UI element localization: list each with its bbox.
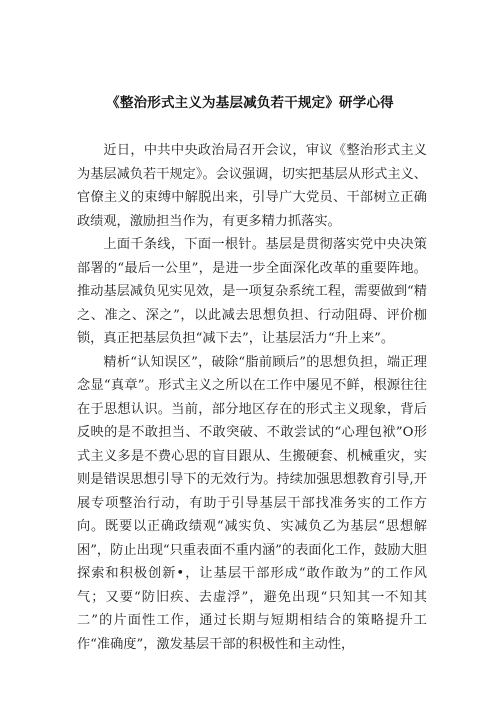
document-title: 《整治形式主义为基层减负若干规定》研学心得 bbox=[106, 95, 394, 111]
document-body bbox=[77, 139, 427, 656]
paragraph-intro: 近日，中共中央政治局召开会议，审议《整治形式主义为基层减负若干规定》。会议强调，切实把基层从形式主义、官僚主义的束缚中解脱出来，引导广大党员、干部树立正确政绩观，激励担当作为，有更多精力抓落实。 bbox=[77, 143, 427, 229]
paragraph-grassroots: 上面千条线，下面一根针。基层是贯彻落实党中央决策部署的“最后一公里”，是进一步全面深化改革的重要阵地。推动基层减负见实见效，是一项复杂系统工程，需要做到“精之、准之、深之”，以此减去思想负担、行动阻碍、评价枷锁，真正把基层负担“减下去”，让基层活力“升上来”。 bbox=[77, 237, 427, 346]
paragraph-mindset: 精析“认知误区”，破除“脂前顾后”的思想负担，端正理念显“真章”。形式主义之所以在工作中屡见不鲜，根源往往在于思想认识。当前，部分地区存在的形式主义现象，背后反映的是不敢担当、不敢突破、不敢尝试的“心理包袱”O形式主义多是不费心思的盲目跟从、生搬硬套、机械重灾，实则是错误思想引导下的无效行为。持续加强思想教育引导,开展专项整治行动，有助于引导基层干部找准务实的工作方向。既要以正确政绩观“减实负、实减负乙为基层“思想解困”，防止出现“只重表面不重内涵”的表面化工作，鼓励大胆探索和积极创新•，让基层干部形成“敢作敢为”的工作风气；又要“防旧疾、去虚浮”，避免出现“只知其一不知其二”的片面性工作，通过长期与短期相结合的策略提升工作“准确度”，激发基层干部的积极性和主动性， bbox=[77, 354, 427, 652]
